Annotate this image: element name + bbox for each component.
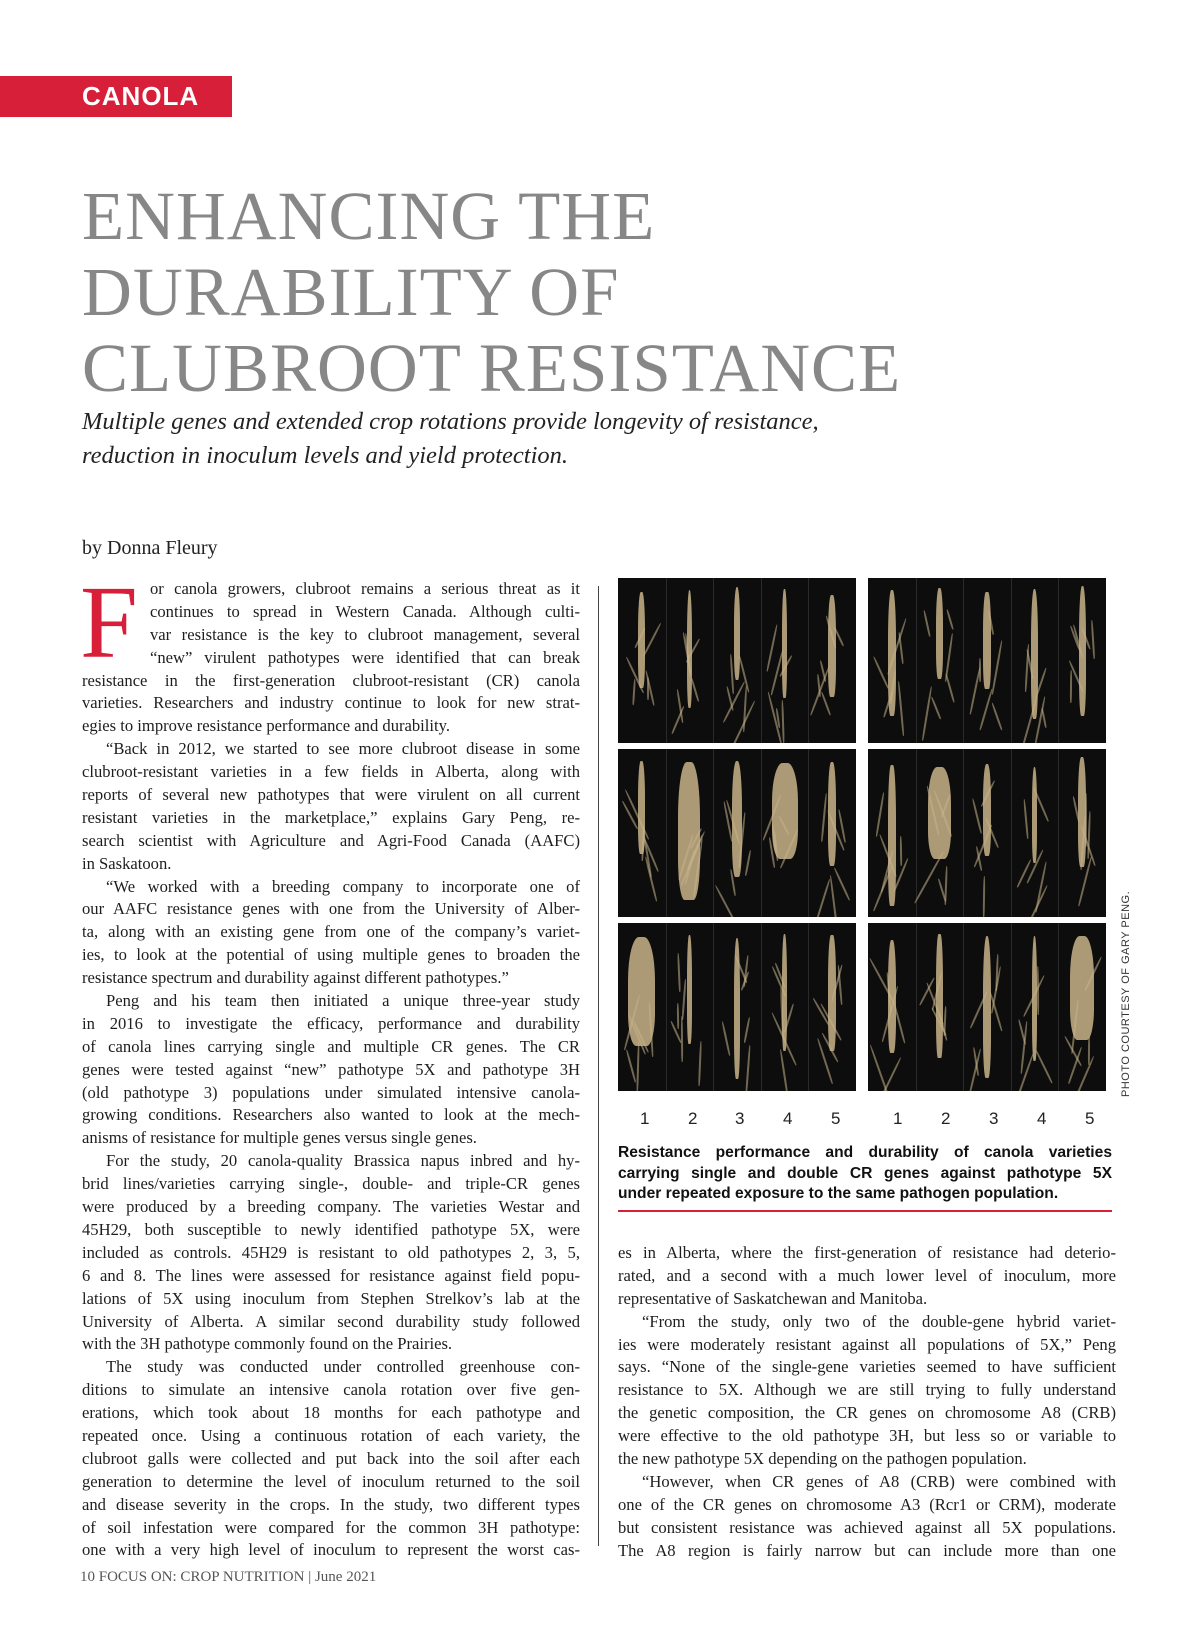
text-line: University of Alberta. A similar second durability study followed — [82, 1311, 580, 1331]
text-line: lations of 5X using inoculum from Stephen Strelkov’s lab at the — [82, 1288, 580, 1308]
text-line: our AAFC resistance genes with one from the University of Alber- — [82, 899, 580, 919]
text-line: resistance spectrum and durability against different pathotypes.” — [82, 968, 509, 988]
plant-strip — [618, 749, 667, 917]
caption-line: Resistance performance and durability of canola varieties — [618, 1144, 1112, 1161]
right-text-column — [618, 1242, 1116, 1562]
plant-strip — [1011, 749, 1060, 917]
plant-strip — [963, 749, 1012, 917]
column-number-label: 3 — [989, 1109, 999, 1128]
text-line: brid lines/varieties carrying single-, double- and triple-CR genes — [82, 1174, 580, 1194]
text-line: in 2016 to investigate the efficacy, performance and durability — [82, 1013, 580, 1033]
plant-strip — [808, 578, 856, 743]
text-line: one of the CR genes on chromosome A3 (Rcr1 or CRM), moderate — [618, 1494, 1116, 1514]
text-line: but consistent resistance was achieved against all 5X populations. — [618, 1517, 1116, 1537]
text-line: rated, and a second with a much lower level of inoculum, more — [618, 1265, 1116, 1285]
root-photo-panel — [868, 923, 1106, 1091]
text-line: “However, when CR genes of A8 (CRB) were combined with — [642, 1471, 1116, 1491]
plant-strip — [618, 923, 667, 1091]
figure-caption — [618, 1143, 1112, 1205]
text-line: reports of several new pathotypes that were virulent on all current — [82, 785, 580, 805]
text-line: continues to spread in Western Canada. Although culti- — [150, 601, 580, 621]
column-number-label: 4 — [783, 1109, 793, 1128]
root-photo-panel — [868, 749, 1106, 917]
text-line: The A8 region is fairly narrow but can include more than one — [618, 1540, 1116, 1560]
text-line: ta, along with an existing gene from one of the company’s variet- — [82, 922, 580, 942]
text-line: anisms of resistance for multiple genes versus single genes. — [82, 1128, 477, 1148]
text-line: resistance in the first-generation clubroot-resistant (CR) canola — [82, 670, 580, 690]
plant-strip — [761, 749, 810, 917]
photo-credit: PHOTO COURTESY OF GARY PENG. — [1120, 890, 1132, 1097]
text-line: were effective to the old pathotype 3H, but less so or variable to — [618, 1426, 1116, 1446]
text-line: clubroot-resistant varieties in a few fields in Alberta, along with — [82, 762, 580, 782]
root-photo-panel — [618, 749, 856, 917]
plant-strip — [666, 578, 715, 743]
text-line: search scientist with Agriculture and Agri-Food Canada (AAFC) — [82, 830, 580, 850]
plant-strip — [761, 578, 810, 743]
text-line: ditions to simulate an intensive canola rotation over five gen- — [82, 1380, 580, 1400]
plant-strip — [916, 749, 965, 917]
text-line: the new pathotype 5X depending on the pathogen population. — [618, 1449, 1027, 1469]
plant-strip — [1058, 578, 1106, 743]
plant-strip — [868, 749, 917, 917]
title-line: CLUBROOT RESISTANCE — [82, 330, 902, 406]
article-title — [82, 178, 1122, 406]
text-line: repeated once. Using a continuous rotation of each variety, the — [82, 1425, 580, 1445]
plant-strip — [713, 578, 762, 743]
plant-strip — [666, 923, 715, 1091]
title-line: DURABILITY OF — [82, 254, 620, 330]
text-line: genes were tested against “new” pathotype 5X and pathotype 3H — [82, 1059, 580, 1079]
text-line: “From the study, only two of the double-gene hybrid variet- — [642, 1311, 1116, 1331]
section-tag: CANOLA — [0, 76, 232, 117]
plant-strip — [963, 923, 1012, 1091]
plant-strip — [868, 923, 917, 1091]
title-line: ENHANCING THE — [82, 178, 656, 254]
text-line: and disease severity in the crops. In the study, two different types — [82, 1494, 580, 1514]
drop-cap: F — [80, 565, 138, 680]
column-number-label: 5 — [831, 1109, 841, 1128]
plant-strip — [1058, 923, 1106, 1091]
text-line: representative of Saskatchewan and Manitoba. — [618, 1288, 928, 1308]
text-line: egies to improve resistance performance and durability. — [82, 716, 450, 736]
text-line: with the 3H pathotype commonly found on the Prairies. — [82, 1334, 453, 1354]
text-line: varieties. Researchers and industry continue to look for new strat- — [82, 693, 580, 713]
plant-strip — [808, 749, 856, 917]
text-line: “We worked with a breeding company to incorporate one of — [106, 876, 580, 896]
caption-rule — [618, 1210, 1112, 1212]
text-line: of soil infestation were compared for the common 3H pathotype: — [82, 1517, 580, 1537]
column-number-label: 2 — [688, 1109, 698, 1128]
text-line: resistance to 5X. Although we are still trying to fully understand — [618, 1380, 1116, 1400]
text-line: or canola growers, clubroot remains a serious threat as it — [150, 579, 580, 598]
text-line: the genetic composition, the CR genes on chromosome A8 (CRB) — [618, 1403, 1116, 1423]
text-line: es in Alberta, where the first-generation of resistance had deterio- — [618, 1243, 1116, 1262]
plant-strip — [761, 923, 810, 1091]
text-line: one with a very high level of inoculum to represent the worst cas- — [82, 1540, 580, 1560]
text-line: (old pathotype 3) populations under simulated intensive canola- — [82, 1082, 580, 1102]
text-line: ies were moderately resistant against all populations of 5X,” Peng — [618, 1334, 1116, 1354]
plant-strip — [963, 578, 1012, 743]
text-line: var resistance is the key to clubroot management, several — [150, 624, 580, 644]
text-line: generation to determine the level of inoculum returned to the soil — [82, 1471, 580, 1491]
column-number-label: 4 — [1037, 1109, 1047, 1128]
subtitle-line: Multiple genes and extended crop rotations provide longevity of resistance, — [82, 408, 819, 435]
byline: by Donna Fleury — [82, 537, 218, 559]
plant-strip — [916, 923, 965, 1091]
plant-strip — [1011, 578, 1060, 743]
root-photo-panel — [868, 578, 1106, 743]
page-footer: 10 FOCUS ON: CROP NUTRITION | June 2021 — [80, 1569, 377, 1585]
left-text-column — [82, 578, 580, 1562]
plant-strip — [868, 578, 917, 743]
plant-strip — [1011, 923, 1060, 1091]
text-line: were produced by a breeding company. The varieties Westar and — [82, 1197, 580, 1217]
root-photo-figure — [618, 578, 1112, 1101]
column-number-label: 5 — [1085, 1109, 1095, 1128]
text-line: in Saskatoon. — [82, 853, 172, 873]
root-photo-panel — [618, 578, 856, 743]
plant-strip — [916, 578, 965, 743]
caption-line: carrying single and double CR genes against pathotype 5X — [618, 1164, 1112, 1182]
article-subtitle — [82, 405, 1062, 473]
column-number-label: 1 — [640, 1109, 650, 1128]
text-line: ies, to look at the potential of using multiple genes to broaden the — [82, 945, 580, 965]
plant-strip — [713, 749, 762, 917]
plant-strip — [713, 923, 762, 1091]
text-line: The study was conducted under controlled greenhouse con- — [106, 1357, 580, 1377]
text-line: says. “None of the single-gene varieties seemed to have sufficient — [618, 1357, 1116, 1377]
text-line: growing conditions. Researchers also wanted to look at the mech- — [82, 1105, 580, 1125]
text-line: Peng and his team then initiated a unique three-year study — [106, 991, 580, 1011]
text-line: 6 and 8. The lines were assessed for resistance against field popu- — [82, 1265, 580, 1285]
column-number-label: 3 — [735, 1109, 745, 1128]
text-line: “Back in 2012, we started to see more clubroot disease in some — [106, 739, 580, 759]
text-line: “new” virulent pathotypes were identified that can break — [150, 647, 580, 667]
column-divider — [598, 586, 599, 1546]
text-line: clubroot galls were collected and put back into the soil after each — [82, 1448, 580, 1468]
text-line: included as controls. 45H29 is resistant to old pathotypes 2, 3, 5, — [82, 1242, 580, 1262]
plant-strip — [666, 749, 715, 917]
text-line: resistant varieties in the marketplace,” explains Gary Peng, re- — [82, 807, 580, 827]
root-photo-panel — [618, 923, 856, 1091]
text-line: erations, which took about 18 months for each pathotype and — [82, 1403, 580, 1423]
text-line: For the study, 20 canola-quality Brassica napus inbred and hy- — [106, 1151, 580, 1171]
text-line: 45H29, both susceptible to newly identified pathotype 5X, were — [82, 1219, 580, 1239]
caption-line: under repeated exposure to the same pathogen population. — [618, 1185, 1059, 1202]
plant-strip — [1058, 749, 1106, 917]
plant-strip — [808, 923, 856, 1091]
plant-strip — [618, 578, 667, 743]
column-number-label: 2 — [941, 1109, 951, 1128]
subtitle-line: reduction in inoculum levels and yield protection. — [82, 442, 569, 469]
column-number-label: 1 — [893, 1109, 903, 1128]
text-line: of canola lines carrying single and multiple CR genes. The CR — [82, 1036, 580, 1056]
